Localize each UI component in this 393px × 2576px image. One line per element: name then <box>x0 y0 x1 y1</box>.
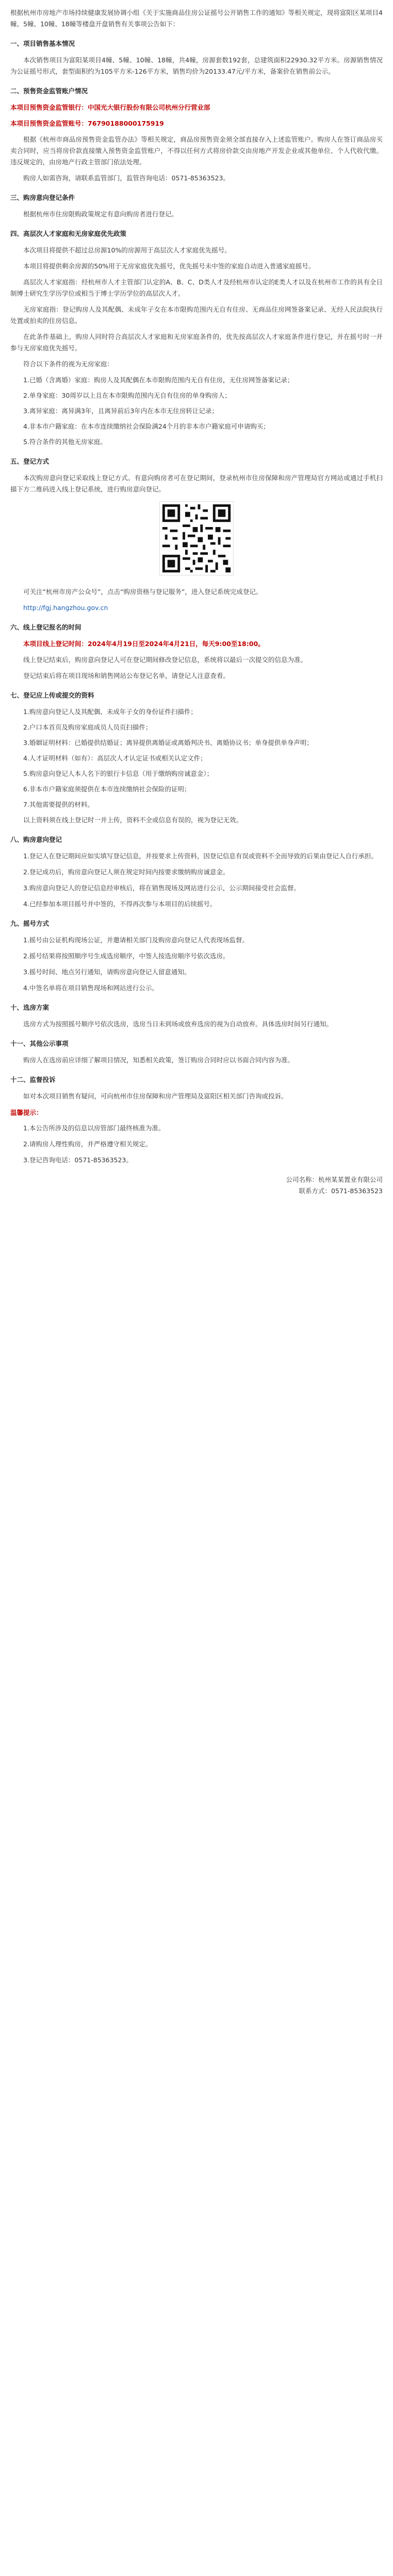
list-item: 4.非本市户籍家庭：在本市连续缴纳社会保险满24个月的非本市户籍家庭可申请购买； <box>23 422 270 430</box>
section-3-body: 根据杭州市住房限购政策规定有意向购房者进行登记。 <box>23 210 178 218</box>
section-9-para-3: 3.摇号时间、地点另行通知，请购房意向登记人留意通知。 <box>23 968 191 976</box>
list-item: 1.购房意向登记人及其配偶、未成年子女的身份证件扫描件； <box>23 708 197 716</box>
notice <box>10 1107 383 1166</box>
section-4-para-1: 本次项目将提供不超过总房源10%的房源用于高层次人才家庭优先摇号。 <box>23 246 231 254</box>
section-6-title: 六、线上登记报名的时间 <box>10 623 81 631</box>
section-8-para-4: 4.已经参加本项目摇号并中签的，不得再次参与本项目的后续摇号。 <box>23 900 217 908</box>
section-4-para-2: 本项目将提供剩余房源的50%用于无房家庭优先摇号，优先摇号未中签的家庭自动进入普通家庭摇号。 <box>23 262 315 270</box>
section-3 <box>10 192 383 220</box>
section-1 <box>10 38 383 77</box>
section-10 <box>10 1002 383 1030</box>
section-11-title: 十一、其他公示事项 <box>10 1040 69 1047</box>
section-10-title: 十、选房方案 <box>10 1004 50 1011</box>
notice-title: 温馨提示： <box>10 1109 43 1116</box>
section-6-time: 本项目线上登记时间：2024年4月19日至2024年4月21日，每天9:00至18:00。 <box>23 640 265 648</box>
section-5 <box>10 456 383 614</box>
section-11 <box>10 1038 383 1066</box>
list-item: 6.非本市户籍家庭须提供在本市连续缴纳社会保险的证明； <box>23 785 191 793</box>
section-5-title: 五、登记方式 <box>10 457 50 465</box>
section-8-para-1: 1.登记人在登记期间应如实填写登记信息，并按要求上传资料，因登记信息有误或资料不全而导致的后果由登记人自行承担。 <box>23 852 378 860</box>
qr-code-container <box>10 501 383 579</box>
list-item: 以上资料须在线上登记时一并上传，资料不全或信息有误的，视为登记无效。 <box>23 816 243 824</box>
section-1-title: 一、项目销售基本情况 <box>10 40 75 47</box>
section-4-para-5: 在此条件基础上，购房人同时符合高层次人才家庭和无房家庭条件的，优先按高层次人才家庭条件进行登记，并在摇号时一并参与无房家庭优先摇号。 <box>10 333 383 352</box>
list-item: 5.符合条件的其他无房家庭。 <box>23 438 107 446</box>
section-4 <box>10 228 383 448</box>
list-item: 4.人才证明材料（如有）：高层次人才认定证书或相关认定文件； <box>23 754 207 762</box>
section-4-list <box>10 375 383 448</box>
section-2-bank: 本项目预售资金监管银行：中国光大银行股份有限公司杭州分行营业部 <box>10 104 210 111</box>
notice-item: 1.本公告所涉及的信息以房管部门最终核准为准。 <box>23 1124 165 1132</box>
section-8-para-3: 3.购房意向登记人的登记信息经审核后，将在销售现场及网站进行公示，公示期间接受社会监督。 <box>23 884 300 892</box>
section-4-para-4: 无房家庭指：登记购房人及其配偶、未成年子女在本市限购范围内无自有住房、无商品住房网签备案记录、无经人民法院执行处置或拍卖的住房信息。 <box>10 306 383 325</box>
section-1-body: 本次销售项目为富阳某项目4幢、5幢、10幢、18幢，共4幢，房源套数192套，总建筑面积22930.32平方米。房源销售情况为公证摇号形式，套型面积约为105平方米-126平方米，销售均价为20133.47元/平方米，备案价在销售前公示。 <box>10 56 383 75</box>
section-12 <box>10 1074 383 1102</box>
section-2-title: 二、预售资金监管账户情况 <box>10 87 88 95</box>
section-7-title: 七、登记应上传或提交的资料 <box>10 691 94 699</box>
section-12-title: 十二、监督投诉 <box>10 1076 56 1083</box>
list-item: 5.购房意向登记人本人名下的银行卡信息（用于缴纳购房诚意金）； <box>23 770 214 777</box>
section-3-title: 三、购房意向登记条件 <box>10 194 75 201</box>
section-9 <box>10 918 383 994</box>
section-12-body: 如对本次项目销售有疑问，可向杭州市住房保障和房产管理局及富阳区相关部门咨询或投诉。 <box>23 1092 288 1100</box>
intro-paragraph: 根据杭州市房地产市场持续健康发展协调小组《关于实施商品住房公证摇号公开销售工作的通知》等相关规定，现将富阳区某项目4幢、5幢、10幢、18幢等楼盘开盘销售有关事项公告如下： <box>10 9 383 28</box>
section-11-body: 购房人在选房前应详细了解项目情况，知悉相关政策，签订购房合同时应以书面合同内容为准。 <box>23 1056 294 1064</box>
section-7-list <box>10 706 383 826</box>
section-5-website[interactable]: http://fgj.hangzhou.gov.cn <box>23 604 108 612</box>
section-6 <box>10 622 383 682</box>
section-4-list-intro: 符合以下条件的视为无房家庭： <box>23 360 114 368</box>
list-item: 3.婚姻证明材料：已婚提供结婚证；离异提供离婚证或离婚判决书、离婚协议书；单身提供单身声明； <box>23 739 313 747</box>
section-4-para-3: 高层次人才家庭指：经杭州市人才主管部门认定的A、B、C、D类人才及经杭州市认定的E类人才以及在杭州市工作的具有全日制博士研究生学历学位或相当于博士学历学位的高层次人才。 <box>10 278 383 297</box>
section-8 <box>10 834 383 910</box>
section-6-para-3: 登记结束后将在项目现场和销售网站公布登记名单，请登记人注意查看。 <box>23 672 230 680</box>
section-4-title: 四、高层次人才家庭和无房家庭优先政策 <box>10 230 127 238</box>
list-item: 7.其他需要提供的材料。 <box>23 801 94 808</box>
section-2-rules: 根据《杭州市商品房预售资金监管办法》等相关规定，商品房预售资金须全部直接存入上述监管账户。购房人在签订商品房买卖合同时，应当将房价款直接缴入预售资金监管账户，不得以任何方式将房价款交由房地产开发企业或其他单位、个人代收代缴。违反规定的，由房地产行政主管部门依法处理。 <box>10 135 383 166</box>
list-item: 3.离异家庭：离异满3年，且离异前后3年内在本市无住房转让记录； <box>23 407 218 415</box>
section-9-para-2: 2.摇号结果将按照顺序号生成选房顺序，中签人按选房顺序号依次选房。 <box>23 952 230 960</box>
list-item: 2.单身家庭：30周岁以上且在本市限购范围内无自有住房的单身购房人； <box>23 392 231 399</box>
list-item: 2.户口本首页及购房家庭成员人员页扫描件； <box>23 723 152 731</box>
section-9-para-4: 4.中签名单将在项目销售现场和网站进行公示。 <box>23 984 158 992</box>
section-9-para-1: 1.摇号由公证机构现场公证，并邀请相关部门及购房意向登记人代表现场监督。 <box>23 936 249 944</box>
section-2 <box>10 86 383 184</box>
list-item: 1.已婚（含离婚）家庭：购房人及其配偶在本市限购范围内无自有住房，无住房网签备案记录； <box>23 376 294 384</box>
section-2-phone: 购房人如需咨询，请联系监管部门，监管咨询电话：0571-85363523。 <box>23 174 230 182</box>
section-9-title: 九、摇号方式 <box>10 920 50 927</box>
section-7 <box>10 690 383 826</box>
section-5-para-2: 可关注“杭州市房产公众号”，点击“购房资格与登记服务”，进入登记系统完成登记。 <box>23 588 263 596</box>
section-6-para-2: 线上登记结束后，购房意向登记人可在登记期间修改登记信息，系统将以最后一次提交的信息为准。 <box>23 656 307 664</box>
section-2-account: 本项目预售资金监管账号：76790188000175919 <box>10 120 164 127</box>
announcement-page <box>0 0 393 1209</box>
section-10-body: 选房方式为按照摇号顺序号依次选房，选房当日未到场或放弃选房的视为自动放弃。具体选房时间另行通知。 <box>23 1020 333 1028</box>
notice-item: 2.请购房人理性购房，并严格遵守相关规定。 <box>23 1140 152 1148</box>
qr-code-icon[interactable] <box>159 501 234 575</box>
notice-item: 3.登记咨询电话：0571-85363523。 <box>23 1156 133 1164</box>
footer <box>10 1174 383 1197</box>
section-8-title: 八、购房意向登记 <box>10 836 62 843</box>
section-8-para-2: 2.登记成功后，购房意向登记人须在规定时间内按要求缴纳购房诚意金。 <box>23 868 230 876</box>
footer-contact: 联系方式：0571-85363523 <box>299 1187 383 1195</box>
section-5-para-1: 本次购房意向登记采取线上登记方式。有意向购房者可在登记期间，登录杭州市住房保障和房产管理局官方网站或通过手机扫描下方二维码进入线上登记系统，进行购房意向登记。 <box>10 474 383 493</box>
footer-company: 公司名称：杭州某某置业有限公司 <box>286 1176 383 1183</box>
